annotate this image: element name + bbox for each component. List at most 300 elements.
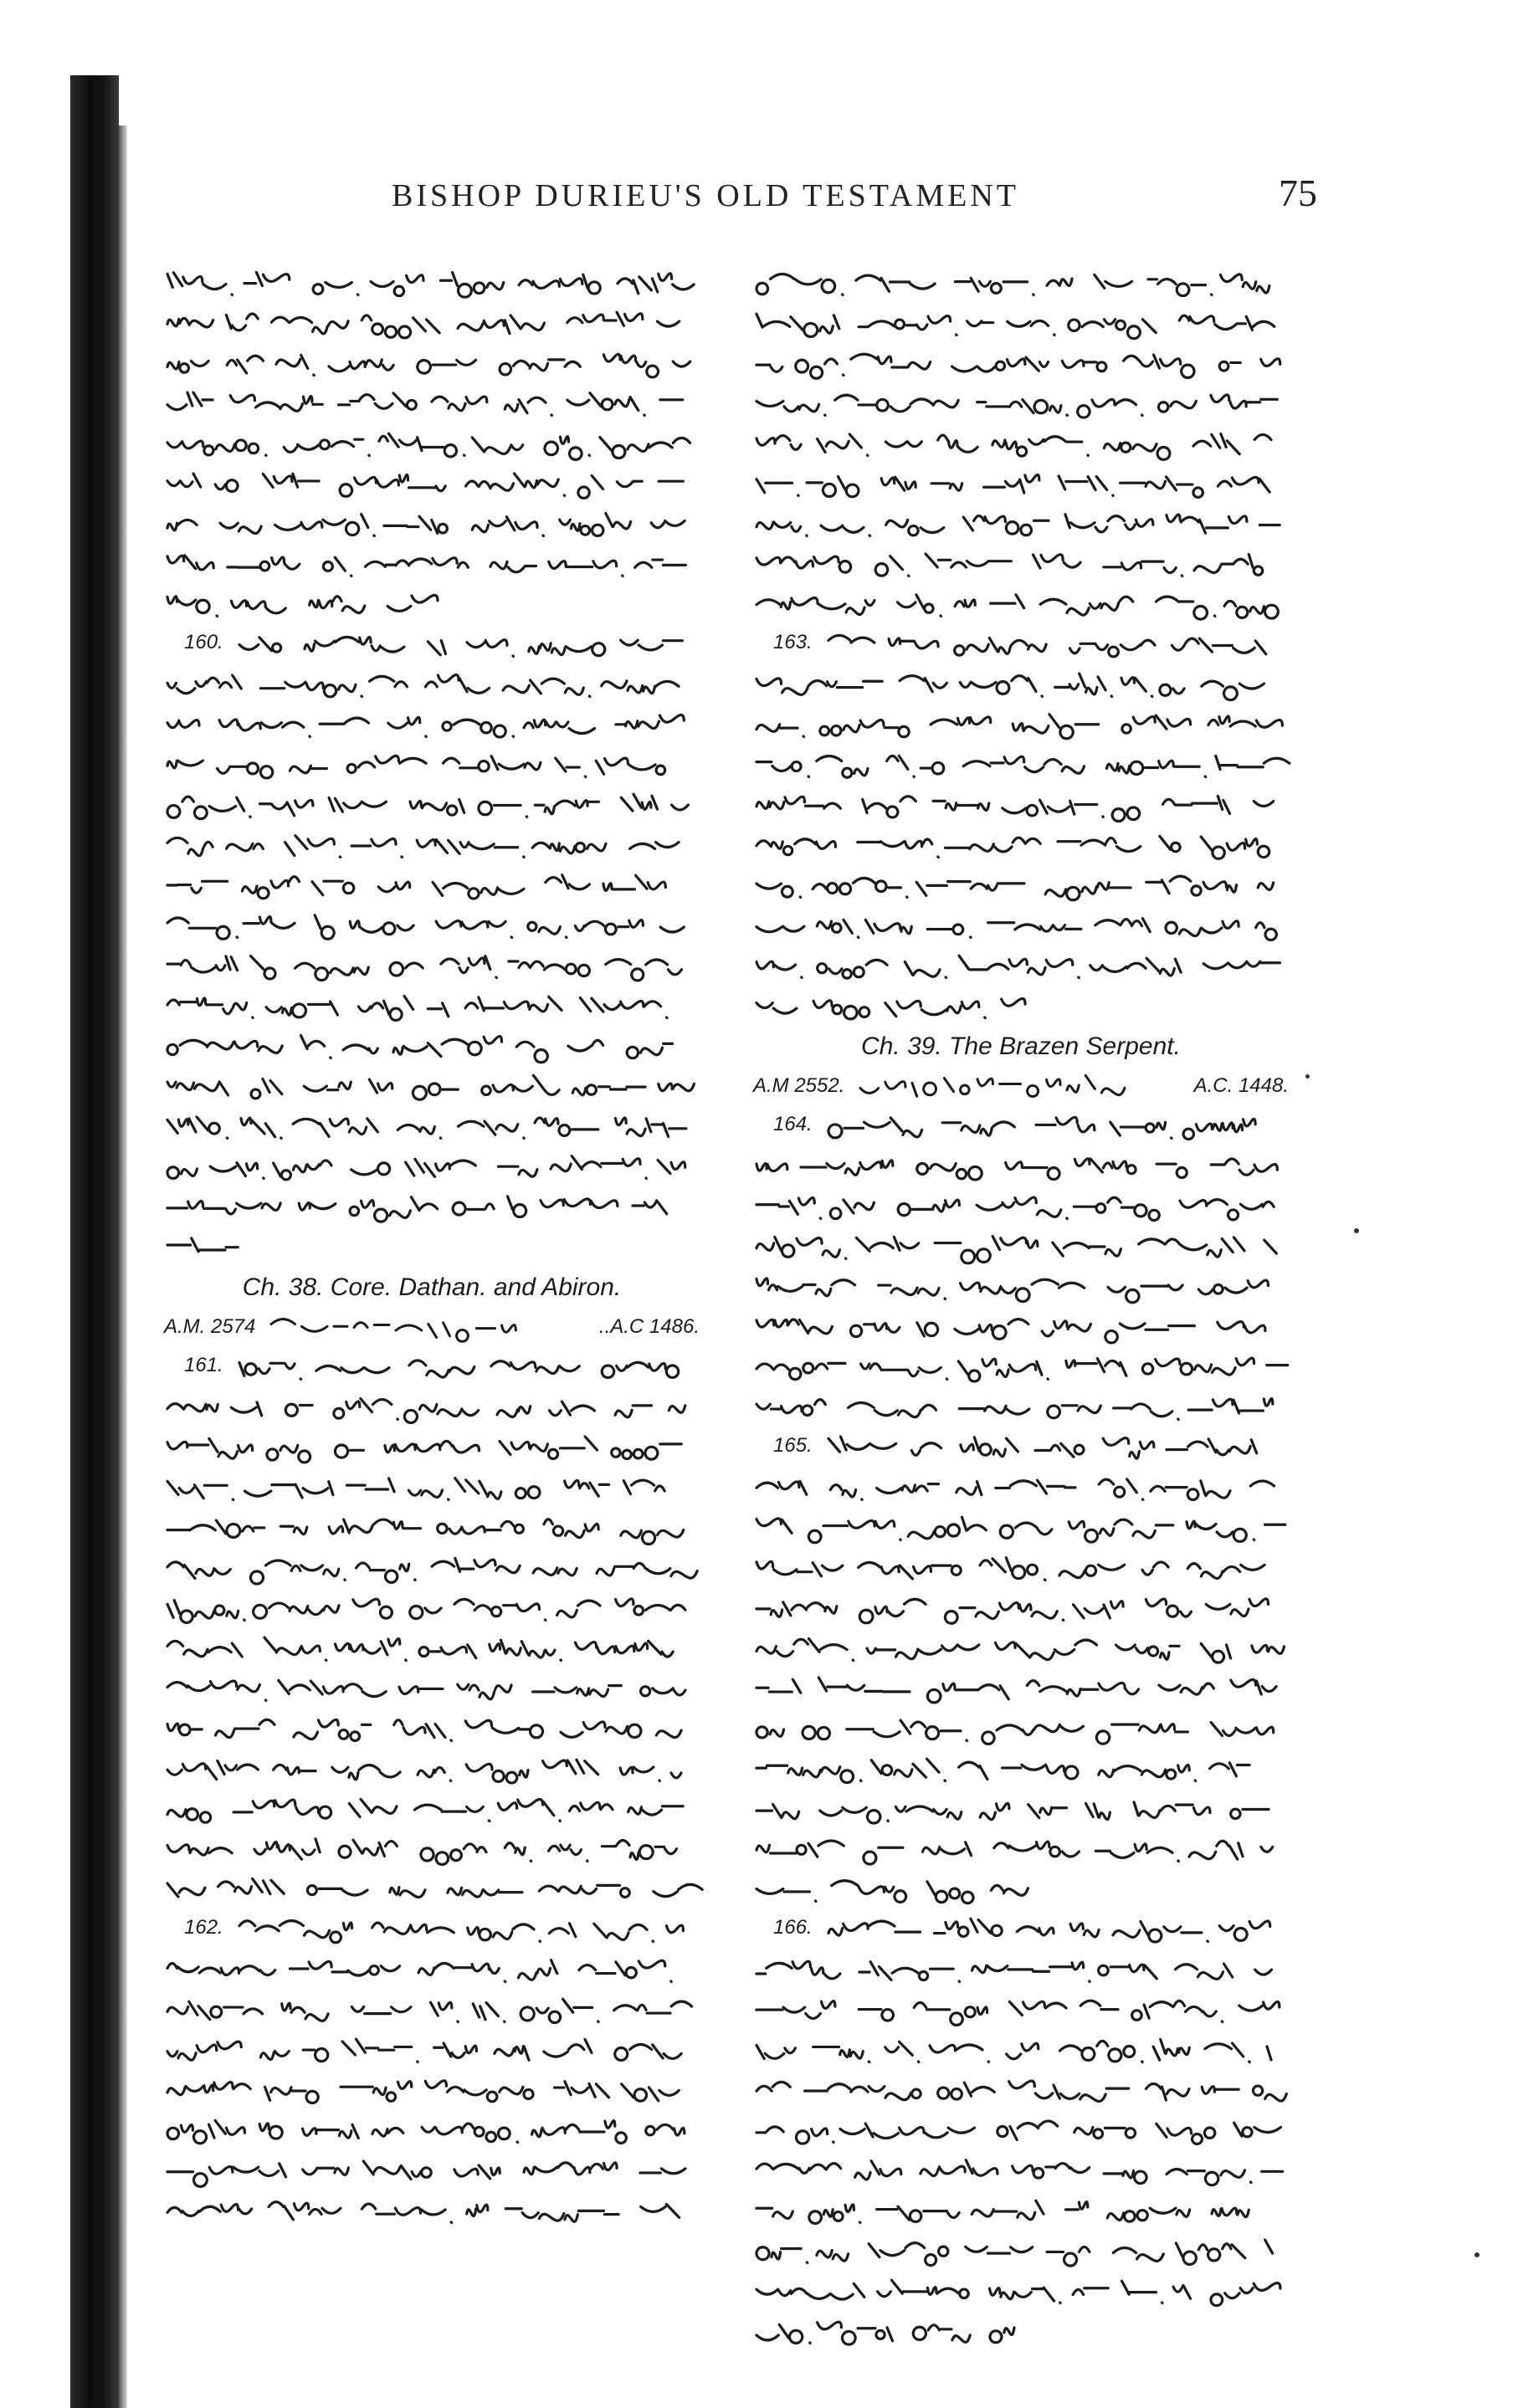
shorthand-stroke bbox=[756, 836, 1269, 858]
shorthand-svg bbox=[164, 587, 700, 621]
shorthand-line bbox=[164, 2194, 700, 2227]
shorthand-stroke bbox=[756, 956, 1280, 978]
shorthand-stroke bbox=[167, 1196, 667, 1222]
shorthand-line bbox=[164, 828, 700, 862]
shorthand-line bbox=[164, 1391, 700, 1424]
shorthand-svg bbox=[753, 628, 1289, 661]
shorthand-line bbox=[164, 1431, 700, 1464]
shorthand-stroke bbox=[167, 1839, 677, 1865]
shorthand-stroke bbox=[756, 1479, 1274, 1500]
shorthand-svg bbox=[164, 1069, 700, 1103]
verse-line bbox=[753, 628, 1289, 661]
shorthand-svg bbox=[164, 708, 700, 741]
shorthand-stroke bbox=[167, 1878, 702, 1897]
shorthand-line bbox=[753, 1672, 1289, 1705]
shorthand-stroke bbox=[756, 433, 1271, 459]
shorthand-line bbox=[753, 1511, 1289, 1545]
shorthand-svg bbox=[753, 1993, 1289, 2026]
verse-line bbox=[164, 1913, 700, 1946]
shorthand-line bbox=[753, 788, 1289, 822]
shorthand-svg bbox=[164, 1672, 700, 1705]
shorthand-svg bbox=[753, 748, 1289, 781]
shorthand-svg bbox=[753, 1792, 1289, 1826]
shorthand-stroke bbox=[756, 1802, 1269, 1823]
shorthand-svg bbox=[164, 628, 700, 661]
shorthand-line bbox=[164, 1029, 700, 1063]
shorthand-stroke bbox=[828, 635, 1266, 656]
shorthand-stroke bbox=[167, 474, 683, 498]
left-column bbox=[164, 266, 700, 2234]
shorthand-svg bbox=[753, 2033, 1289, 2067]
shorthand-line bbox=[164, 306, 700, 340]
shorthand-stroke bbox=[167, 996, 667, 1020]
shorthand-line bbox=[164, 1230, 700, 1263]
shorthand-stroke bbox=[167, 354, 690, 377]
verse-line bbox=[164, 1350, 700, 1384]
shorthand-svg bbox=[753, 1310, 1289, 1344]
shorthand-line bbox=[753, 467, 1289, 500]
shorthand-stroke bbox=[756, 2039, 1271, 2062]
shorthand-stroke bbox=[167, 1156, 685, 1180]
shorthand-line bbox=[753, 1792, 1289, 1826]
shorthand-line bbox=[164, 1672, 700, 1705]
shorthand-stroke bbox=[756, 715, 1282, 739]
shorthand-stroke bbox=[167, 1599, 685, 1622]
shorthand-svg bbox=[753, 2314, 1289, 2348]
shorthand-line bbox=[753, 1712, 1289, 1745]
shorthand-line bbox=[753, 1230, 1289, 1263]
shorthand-stroke bbox=[756, 2081, 1286, 2101]
shorthand-stroke bbox=[756, 515, 1280, 536]
shorthand-svg bbox=[164, 989, 700, 1022]
shorthand-line bbox=[164, 266, 700, 300]
shorthand-stroke bbox=[756, 2322, 1014, 2344]
shorthand-stroke bbox=[756, 1841, 1273, 1864]
shorthand-stroke bbox=[756, 1599, 1268, 1623]
shorthand-svg bbox=[753, 2274, 1289, 2308]
shorthand-line bbox=[753, 949, 1289, 982]
shorthand-stroke bbox=[756, 1197, 1274, 1220]
shorthand-stroke bbox=[756, 999, 1025, 1019]
shorthand-svg bbox=[164, 306, 700, 340]
shorthand-svg bbox=[164, 868, 700, 902]
shorthand-line bbox=[753, 346, 1289, 380]
shorthand-svg bbox=[164, 2194, 700, 2227]
shorthand-line bbox=[753, 306, 1289, 340]
anno-christi-date: A.C. 1448. bbox=[1193, 1074, 1289, 1097]
shorthand-line bbox=[164, 387, 700, 420]
shorthand-line bbox=[164, 2154, 700, 2187]
shorthand-line bbox=[164, 346, 700, 380]
shorthand-line bbox=[753, 1752, 1289, 1786]
shorthand-line bbox=[753, 1993, 1289, 2026]
anno-christi-date: ..A.C 1486. bbox=[598, 1315, 700, 1338]
shorthand-svg bbox=[164, 828, 700, 862]
shorthand-svg bbox=[164, 668, 700, 701]
shorthand-line bbox=[164, 989, 700, 1022]
shorthand-stroke bbox=[167, 1558, 697, 1584]
right-column bbox=[753, 266, 1289, 2354]
shorthand-stroke bbox=[167, 1035, 673, 1062]
shorthand-stroke bbox=[756, 1720, 1274, 1744]
shorthand-svg bbox=[753, 1230, 1289, 1263]
shorthand-line bbox=[753, 1350, 1289, 1384]
shorthand-line bbox=[753, 668, 1289, 701]
shorthand-svg bbox=[164, 1993, 700, 2026]
shorthand-line bbox=[164, 2073, 700, 2107]
shorthand-svg bbox=[753, 788, 1289, 822]
shorthand-stroke bbox=[756, 474, 1269, 497]
shorthand-line bbox=[753, 547, 1289, 581]
shorthand-line bbox=[753, 2234, 1289, 2267]
shorthand-line bbox=[164, 949, 700, 982]
shorthand-stroke bbox=[756, 756, 1290, 777]
shorthand-svg bbox=[164, 1350, 700, 1384]
shorthand-line bbox=[753, 1591, 1289, 1625]
shorthand-svg bbox=[753, 1190, 1289, 1223]
shorthand-stroke bbox=[167, 2202, 680, 2223]
shorthand-line bbox=[164, 1832, 700, 1866]
shorthand-line bbox=[753, 2274, 1289, 2308]
shorthand-svg bbox=[164, 1953, 700, 1986]
shorthand-svg bbox=[164, 1632, 700, 1665]
anno-mundi-date: A.M 2552. bbox=[753, 1074, 845, 1097]
verse-number: 163. bbox=[773, 631, 813, 653]
shorthand-line bbox=[753, 989, 1289, 1022]
shorthand-line bbox=[164, 1953, 700, 1986]
shorthand-svg bbox=[164, 2073, 700, 2107]
shorthand-stroke bbox=[167, 433, 690, 459]
shorthand-stroke bbox=[756, 797, 1274, 822]
shorthand-stroke bbox=[167, 1637, 673, 1660]
shorthand-svg bbox=[753, 587, 1289, 621]
shorthand-line bbox=[164, 1591, 700, 1625]
shorthand-line bbox=[753, 909, 1289, 942]
shorthand-svg bbox=[164, 1752, 700, 1786]
shorthand-svg bbox=[753, 266, 1289, 300]
verse-line bbox=[753, 1109, 1289, 1143]
verse-number: 161. bbox=[184, 1354, 223, 1376]
shorthand-svg bbox=[753, 2154, 1289, 2187]
shorthand-svg bbox=[753, 1150, 1289, 1183]
shorthand-svg bbox=[164, 1551, 700, 1585]
shorthand-stroke bbox=[756, 395, 1277, 418]
shorthand-stroke bbox=[167, 915, 684, 939]
verse-number: 164. bbox=[773, 1113, 813, 1135]
shorthand-stroke bbox=[756, 2201, 1249, 2223]
shorthand-svg bbox=[164, 1591, 700, 1625]
shorthand-stroke bbox=[756, 2121, 1281, 2144]
shorthand-svg bbox=[164, 1712, 700, 1745]
shorthand-stroke bbox=[167, 2039, 681, 2062]
shorthand-svg bbox=[753, 467, 1289, 500]
shorthand-svg bbox=[164, 266, 700, 300]
shorthand-line bbox=[164, 909, 700, 942]
shorthand-stroke bbox=[167, 312, 680, 338]
anno-mundi-date: A.M. 2574 bbox=[164, 1315, 256, 1338]
shorthand-svg bbox=[753, 2073, 1289, 2107]
shorthand-line bbox=[164, 1792, 700, 1826]
shorthand-svg bbox=[164, 1873, 700, 1906]
scan-speck bbox=[1305, 1074, 1310, 1078]
shorthand-line bbox=[753, 2073, 1289, 2107]
shorthand-svg bbox=[753, 1632, 1289, 1665]
shorthand-stroke bbox=[167, 1799, 683, 1822]
shorthand-stroke bbox=[756, 314, 1274, 338]
shorthand-stroke bbox=[167, 1999, 692, 2022]
shorthand-stroke bbox=[756, 354, 1280, 378]
shorthand-line bbox=[753, 1832, 1289, 1866]
shorthand-svg bbox=[753, 1109, 1289, 1143]
shorthand-line bbox=[753, 2113, 1289, 2147]
shorthand-svg bbox=[164, 346, 700, 380]
shorthand-svg bbox=[164, 2113, 700, 2147]
shorthand-line bbox=[753, 587, 1289, 621]
shorthand-svg bbox=[753, 427, 1289, 460]
shorthand-line bbox=[753, 828, 1289, 862]
shorthand-svg bbox=[753, 1431, 1289, 1464]
shorthand-line bbox=[164, 1712, 700, 1745]
shorthand-stroke bbox=[828, 1437, 1257, 1458]
shorthand-stroke bbox=[756, 876, 1274, 900]
shorthand-stroke bbox=[167, 595, 438, 616]
shorthand-stroke bbox=[167, 1238, 238, 1252]
book-gutter bbox=[70, 75, 119, 2408]
shorthand-svg bbox=[753, 989, 1289, 1022]
shorthand-line bbox=[753, 1150, 1289, 1183]
shorthand-line bbox=[164, 1069, 700, 1103]
shorthand-svg bbox=[164, 748, 700, 781]
shorthand-line bbox=[164, 1752, 700, 1786]
shorthand-svg bbox=[753, 828, 1289, 862]
shorthand-stroke bbox=[828, 1117, 1255, 1139]
shorthand-stroke bbox=[756, 554, 1263, 576]
shorthand-line bbox=[164, 1109, 700, 1143]
scan-speck bbox=[1474, 2252, 1480, 2257]
shorthand-line bbox=[164, 1551, 700, 1585]
shorthand-line bbox=[753, 266, 1289, 300]
verse-number: 160. bbox=[184, 631, 223, 653]
shorthand-stroke bbox=[167, 794, 688, 819]
shorthand-line bbox=[753, 1551, 1289, 1585]
shorthand-svg bbox=[753, 1873, 1289, 1906]
shorthand-line bbox=[164, 547, 700, 581]
gutter-shadow bbox=[119, 126, 127, 2408]
shorthand-line bbox=[753, 387, 1289, 420]
shorthand-stroke bbox=[860, 1075, 1125, 1096]
verse-number: 166. bbox=[773, 1916, 813, 1939]
shorthand-line bbox=[753, 507, 1289, 541]
shorthand-line bbox=[753, 1873, 1289, 1906]
shorthand-line bbox=[164, 1873, 700, 1906]
shorthand-stroke bbox=[756, 674, 1264, 700]
shorthand-svg bbox=[164, 1029, 700, 1063]
shorthand-stroke bbox=[756, 1558, 1264, 1581]
shorthand-svg bbox=[753, 1913, 1289, 1946]
shorthand-line bbox=[753, 2154, 1289, 2187]
shorthand-svg bbox=[164, 1109, 700, 1143]
shorthand-svg bbox=[164, 909, 700, 942]
verse-number: 165. bbox=[773, 1434, 813, 1457]
shorthand-stroke bbox=[756, 1638, 1285, 1663]
shorthand-svg bbox=[164, 467, 700, 500]
shorthand-svg bbox=[753, 507, 1289, 541]
chapter-date-line bbox=[753, 1069, 1289, 1103]
shorthand-line bbox=[753, 868, 1289, 902]
shorthand-line bbox=[164, 1511, 700, 1545]
shorthand-stroke bbox=[756, 1319, 1265, 1343]
shorthand-svg bbox=[164, 427, 700, 460]
shorthand-line bbox=[753, 748, 1289, 781]
shorthand-stroke bbox=[167, 272, 694, 297]
shorthand-svg bbox=[753, 708, 1289, 741]
shorthand-stroke bbox=[756, 2240, 1273, 2266]
shorthand-stroke bbox=[756, 1678, 1276, 1703]
shorthand-svg bbox=[753, 1591, 1289, 1625]
shorthand-stroke bbox=[167, 875, 665, 899]
shorthand-stroke bbox=[756, 1398, 1273, 1419]
shorthand-line bbox=[164, 748, 700, 781]
shorthand-stroke bbox=[239, 1921, 683, 1943]
shorthand-stroke bbox=[756, 2280, 1280, 2305]
shorthand-svg bbox=[753, 2113, 1289, 2147]
shorthand-svg bbox=[164, 2033, 700, 2067]
shorthand-svg bbox=[164, 1230, 700, 1263]
shorthand-stroke bbox=[167, 2081, 679, 2103]
shorthand-stroke bbox=[167, 1117, 686, 1139]
shorthand-line bbox=[164, 2113, 700, 2147]
shorthand-svg bbox=[753, 346, 1289, 380]
shorthand-svg bbox=[753, 1953, 1289, 1986]
shorthand-stroke bbox=[271, 1319, 515, 1342]
shorthand-line bbox=[753, 708, 1289, 741]
shorthand-stroke bbox=[756, 1517, 1285, 1543]
shorthand-stroke bbox=[167, 556, 685, 576]
shorthand-svg bbox=[753, 1712, 1289, 1745]
shorthand-stroke bbox=[167, 1437, 681, 1463]
shorthand-stroke bbox=[167, 1478, 664, 1500]
shorthand-stroke bbox=[167, 1075, 694, 1099]
shorthand-date-stroke bbox=[264, 1310, 549, 1344]
shorthand-svg bbox=[753, 1270, 1289, 1304]
shorthand-stroke bbox=[756, 2001, 1280, 2025]
shorthand-stroke bbox=[167, 1960, 671, 1982]
shorthand-stroke bbox=[756, 1278, 1268, 1303]
shorthand-svg bbox=[753, 1350, 1289, 1384]
verse-line bbox=[753, 1913, 1289, 1946]
shorthand-line bbox=[164, 507, 700, 541]
shorthand-stroke bbox=[167, 956, 682, 981]
shorthand-stroke bbox=[756, 1759, 1249, 1782]
shorthand-svg bbox=[753, 306, 1289, 340]
shorthand-line bbox=[164, 467, 700, 500]
shorthand-stroke bbox=[167, 1680, 685, 1700]
shorthand-svg bbox=[164, 1832, 700, 1866]
shorthand-stroke bbox=[756, 595, 1278, 619]
shorthand-svg bbox=[164, 1431, 700, 1464]
shorthand-svg bbox=[164, 949, 700, 982]
shorthand-svg bbox=[164, 387, 700, 420]
shorthand-svg bbox=[753, 909, 1289, 942]
shorthand-stroke bbox=[756, 1881, 1028, 1903]
shorthand-date-stroke bbox=[854, 1069, 1138, 1103]
shorthand-stroke bbox=[167, 1519, 684, 1545]
shorthand-svg bbox=[753, 387, 1289, 420]
shorthand-line bbox=[164, 1150, 700, 1183]
shorthand-line bbox=[753, 1270, 1289, 1304]
shorthand-svg bbox=[753, 1752, 1289, 1786]
shorthand-svg bbox=[164, 788, 700, 822]
shorthand-svg bbox=[164, 507, 700, 541]
chapter-date-line bbox=[164, 1310, 700, 1344]
shorthand-stroke bbox=[828, 1919, 1270, 1942]
shorthand-svg bbox=[753, 1551, 1289, 1585]
shorthand-stroke bbox=[167, 2120, 685, 2143]
shorthand-line bbox=[753, 2033, 1289, 2067]
shorthand-stroke bbox=[167, 715, 684, 737]
shorthand-line bbox=[164, 427, 700, 460]
shorthand-line bbox=[753, 1310, 1289, 1344]
shorthand-svg bbox=[753, 868, 1289, 902]
shorthand-stroke bbox=[756, 1961, 1272, 1981]
verse-number: 162. bbox=[184, 1916, 223, 1939]
chapter-heading: Ch. 39. The Brazen Serpent. bbox=[861, 1032, 1181, 1060]
shorthand-line bbox=[753, 427, 1289, 460]
shorthand-stroke bbox=[756, 2160, 1283, 2185]
shorthand-stroke bbox=[239, 637, 682, 656]
shorthand-svg bbox=[164, 1150, 700, 1183]
shorthand-line bbox=[164, 587, 700, 621]
shorthand-svg bbox=[753, 2194, 1289, 2227]
shorthand-line bbox=[164, 1632, 700, 1665]
shorthand-svg bbox=[164, 547, 700, 581]
shorthand-line bbox=[164, 788, 700, 822]
shorthand-stroke bbox=[167, 392, 683, 415]
shorthand-stroke bbox=[167, 836, 679, 858]
shorthand-line bbox=[753, 1471, 1289, 1504]
shorthand-stroke bbox=[756, 1237, 1276, 1263]
chapter-heading: Ch. 38. Core. Dathan. and Abiron. bbox=[242, 1273, 622, 1301]
shorthand-line bbox=[753, 1391, 1289, 1424]
shorthand-svg bbox=[164, 1511, 700, 1545]
shorthand-stroke bbox=[167, 674, 679, 696]
shorthand-line bbox=[164, 1471, 700, 1504]
verse-line bbox=[164, 628, 700, 661]
shorthand-line bbox=[164, 2033, 700, 2067]
shorthand-stroke bbox=[167, 2161, 685, 2186]
shorthand-svg bbox=[753, 949, 1289, 982]
shorthand-svg bbox=[753, 668, 1289, 701]
shorthand-stroke bbox=[756, 919, 1276, 940]
shorthand-svg bbox=[753, 1511, 1289, 1545]
shorthand-svg bbox=[164, 1391, 700, 1424]
shorthand-svg bbox=[164, 1792, 700, 1826]
scan-speck bbox=[1354, 1228, 1359, 1233]
shorthand-stroke bbox=[756, 1358, 1288, 1381]
shorthand-stroke bbox=[167, 756, 665, 778]
shorthand-stroke bbox=[756, 1159, 1277, 1180]
shorthand-line bbox=[164, 1993, 700, 2026]
shorthand-svg bbox=[164, 1190, 700, 1223]
shorthand-stroke bbox=[239, 1360, 679, 1380]
shorthand-line bbox=[753, 1632, 1289, 1665]
shorthand-line bbox=[164, 868, 700, 902]
shorthand-line bbox=[753, 1953, 1289, 1986]
shorthand-stroke bbox=[167, 1399, 685, 1423]
shorthand-line bbox=[753, 2314, 1289, 2348]
shorthand-line bbox=[164, 668, 700, 701]
shorthand-svg bbox=[753, 1832, 1289, 1866]
